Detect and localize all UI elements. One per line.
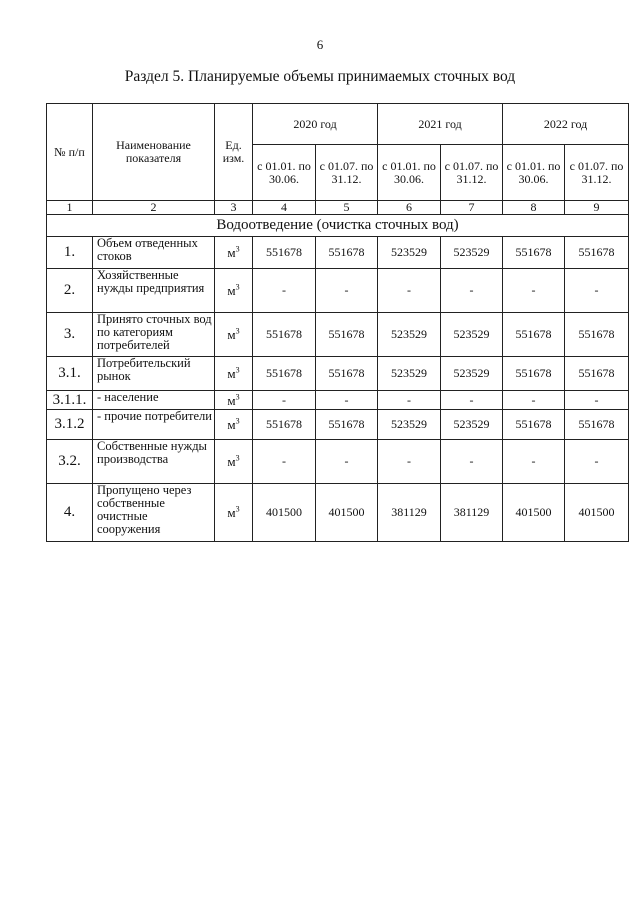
value-cell: 523529 [441,313,503,357]
unit-cell [215,391,253,410]
header-period: с 01.01. по 30.06. [503,145,565,201]
value-cell: 523529 [378,237,441,269]
column-number: 7 [441,201,503,215]
value-cell: - [565,440,629,484]
value-cell: 381129 [378,484,441,542]
value-cell: 551678 [316,313,378,357]
value-cell: 551678 [565,237,629,269]
table-row [47,357,629,391]
value-cell: 523529 [378,410,441,440]
value-cell: 401500 [565,484,629,542]
value-cell: 551678 [316,410,378,440]
indicator-name: Хозяйственные нужды предприятия [93,269,215,313]
value-cell: - [503,440,565,484]
indicator-name: Принято сточных вод по категориям потребителей [93,313,215,357]
value-cell: 551678 [503,357,565,391]
row-number: 4. [47,484,93,542]
column-number: 6 [378,201,441,215]
unit-exponent: 3 [235,416,240,426]
column-number: 3 [215,201,253,215]
page-number: 6 [316,37,324,52]
column-number: 4 [253,201,316,215]
value-cell: 551678 [253,313,316,357]
unit-base: м [227,366,236,381]
indicator-name: - население [93,391,215,410]
unit-exponent: 3 [235,365,240,375]
header-no: № п/п [47,104,93,201]
section-label: Водоотведение (очистка сточных вод) [47,215,629,237]
value-cell: - [565,391,629,410]
unit-exponent: 3 [235,392,240,402]
unit-cell [215,237,253,269]
value-cell: 551678 [503,410,565,440]
section-title: Раздел 5. Планируемые объемы принимаемых сточных вод [124,68,516,85]
header-name: Наименование показателя [93,104,215,201]
value-cell: 523529 [378,313,441,357]
value-cell: - [253,269,316,313]
header-unit: Ед. изм. [215,104,253,201]
header-period: с 01.07. по 31.12. [316,145,378,201]
column-number: 9 [565,201,629,215]
value-cell: 401500 [316,484,378,542]
header-period: с 01.07. по 31.12. [565,145,629,201]
value-cell: 523529 [441,237,503,269]
indicator-name: Объем отведенных стоков [93,237,215,269]
table-body [47,237,629,542]
column-number: 5 [316,201,378,215]
column-numbers-row [47,201,629,215]
header-year-2021: 2021 год [378,104,503,145]
row-number: 3.2. [47,440,93,484]
value-cell: 401500 [253,484,316,542]
value-cell: 551678 [503,237,565,269]
value-cell: - [565,269,629,313]
row-number: 3.1.2 [47,410,93,440]
value-cell: 381129 [441,484,503,542]
value-cell: - [441,440,503,484]
table-row [47,237,629,269]
value-cell: - [253,440,316,484]
unit-cell [215,440,253,484]
value-cell: 523529 [441,357,503,391]
row-number: 3.1. [47,357,93,391]
value-cell: - [316,440,378,484]
value-cell: 551678 [253,410,316,440]
unit-base: м [227,245,236,260]
unit-base: м [227,327,236,342]
value-cell: 551678 [565,313,629,357]
table-row [47,313,629,357]
value-cell: 523529 [378,357,441,391]
table-row [47,269,629,313]
table-row [47,391,629,410]
value-cell: - [441,391,503,410]
header-year-2022: 2022 год [503,104,629,145]
header-period: с 01.01. по 30.06. [378,145,441,201]
value-cell: 551678 [503,313,565,357]
indicator-name: Собственные нужды производства [93,440,215,484]
unit-cell [215,484,253,542]
value-cell: - [378,440,441,484]
column-number: 1 [47,201,93,215]
header-period: с 01.01. по 30.06. [253,145,316,201]
unit-cell [215,357,253,391]
unit-base: м [227,392,236,408]
table-row [47,484,629,542]
unit-exponent: 3 [235,326,240,336]
value-cell: 401500 [503,484,565,542]
column-number: 2 [93,201,215,215]
value-cell: - [316,391,378,410]
value-cell: - [441,269,503,313]
value-cell: 551678 [316,357,378,391]
unit-exponent: 3 [235,244,240,254]
wastewater-volumes-table [46,103,629,542]
row-number: 2. [47,269,93,313]
value-cell: - [503,269,565,313]
table-row [47,440,629,484]
section-row [47,215,629,237]
indicator-name: Пропущено через собственные очистные сооружения [93,484,215,542]
value-cell: 551678 [565,357,629,391]
value-cell: 523529 [441,410,503,440]
value-cell: - [503,391,565,410]
row-number: 3. [47,313,93,357]
value-cell: 551678 [253,357,316,391]
value-cell: 551678 [253,237,316,269]
unit-exponent: 3 [235,504,240,514]
unit-base: м [227,454,236,469]
indicator-name: - прочие потребители [93,410,215,440]
column-number: 8 [503,201,565,215]
value-cell: 551678 [316,237,378,269]
value-cell: - [253,391,316,410]
value-cell: - [378,391,441,410]
indicator-name: Потребительский рынок [93,357,215,391]
header-year-2020: 2020 год [253,104,378,145]
row-number: 1. [47,237,93,269]
unit-base: м [227,417,236,432]
unit-base: м [227,283,236,298]
unit-exponent: 3 [235,453,240,463]
value-cell: - [316,269,378,313]
value-cell: 551678 [565,410,629,440]
unit-cell [215,269,253,313]
table-row [47,410,629,440]
unit-base: м [227,505,236,520]
value-cell: - [378,269,441,313]
row-number: 3.1.1. [47,391,93,410]
header-row-years [47,104,629,145]
unit-cell [215,410,253,440]
unit-exponent: 3 [235,282,240,292]
unit-cell [215,313,253,357]
header-period: с 01.07. по 31.12. [441,145,503,201]
